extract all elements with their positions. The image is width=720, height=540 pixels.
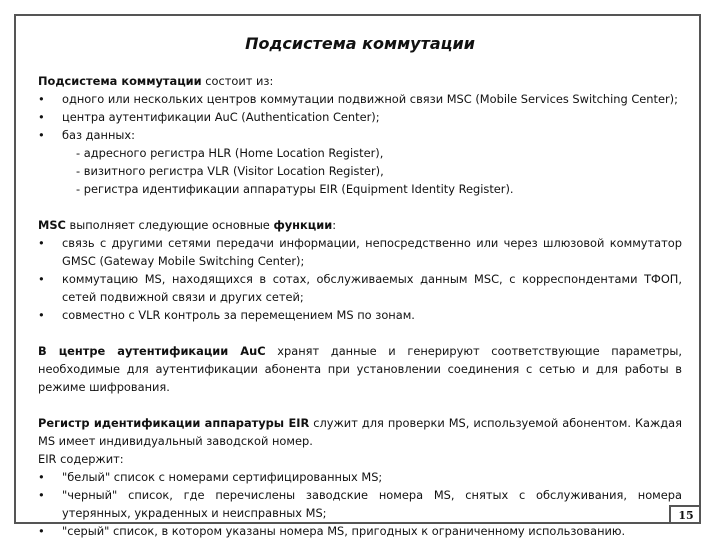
msc-bullet-3: совместно с VLR контроль за перемещением MS по зонам. <box>62 308 415 322</box>
list-item <box>38 306 682 324</box>
bullet-icon: • <box>38 110 45 124</box>
intro-paragraph <box>38 72 682 90</box>
bullet-icon: • <box>38 308 45 322</box>
bullet-icon: • <box>38 236 45 250</box>
bullet-icon: • <box>38 92 45 106</box>
list-item <box>38 108 682 126</box>
list-item <box>38 270 682 306</box>
bullet-icon: • <box>38 128 45 142</box>
intro-bullet-2: центра аутентификации AuC (Authentication Center); <box>62 110 380 124</box>
list-item <box>38 90 682 108</box>
eir-bold: Регистр идентификации аппаратуры EIR <box>38 416 310 430</box>
bullet-icon: • <box>38 470 45 484</box>
list-item <box>38 486 682 522</box>
auc-rest: хранят данные и генерируют соответствующие параметры, необходимые для аутентификации абонента при установлении соединения с сетью и для работы в режиме шифрования. <box>38 344 682 394</box>
intro-bold: Подсистема коммутации <box>38 74 202 88</box>
msc-bullet-2: коммутацию MS, находящихся в сотах, обслуживаемых данным MSC, с корреспондентами ТФОП, сетей подвижной связи и других сетей; <box>62 272 682 304</box>
bullet-icon: • <box>38 272 45 286</box>
bullet-icon: • <box>38 524 45 538</box>
eir-bullet-2: "черный" список, где перечислены заводские номера MS, снятых с обслуживания, номера утерянных, украденных и неисправных MS; <box>62 488 682 520</box>
msc-bullet-1: связь с другими сетями передачи информации, непосредственно или через шлюзовой коммутатор GMSC (Gateway Mobile Switching Center); <box>62 236 682 268</box>
msc-functions-bold: функции <box>273 218 333 232</box>
msc-bold: MSC <box>38 218 66 232</box>
list-item <box>38 126 682 144</box>
sub-item-eir: - регистра идентификации аппаратуры EIR (Equipment Identity Register). <box>76 182 514 196</box>
sub-item-hlr: - адресного регистра HLR (Home Location Register), <box>76 146 384 160</box>
list-item <box>38 468 682 486</box>
list-item <box>38 522 682 540</box>
msc-mid: выполняет следующие основные <box>65 218 274 232</box>
slide-title: Подсистема коммутации <box>245 34 475 53</box>
slide-content <box>38 72 682 540</box>
intro-bullet-1: одного или нескольких центров коммутации подвижной связи MSC (Mobile Services Switching Center); <box>62 92 678 106</box>
eir-contains: EIR содержит: <box>38 452 124 466</box>
intro-bullet-3: баз данных: <box>62 128 136 142</box>
spacer <box>38 396 682 414</box>
eir-bullet-1: "белый" список с номерами сертифицированных MS; <box>62 470 383 484</box>
bullet-icon: • <box>38 488 45 502</box>
sub-item-vlr: - визитного регистра VLR (Visitor Location Register), <box>76 164 384 178</box>
spacer <box>38 198 682 216</box>
page-number: 15 <box>669 505 701 524</box>
msc-paragraph <box>38 216 682 234</box>
list-item <box>38 234 682 270</box>
spacer <box>38 324 682 342</box>
eir-bullet-3: "серый" список, в котором указаны номера MS, пригодных к ограниченному использованию. <box>62 524 626 538</box>
eir-paragraph <box>38 414 682 450</box>
auc-bold: В центре аутентификации AuC <box>38 344 266 358</box>
intro-rest: состоит из: <box>201 74 274 88</box>
msc-end: : <box>332 218 337 232</box>
eir-rest: служит для проверки MS, используемой абонентом. Каждая MS имеет индивидуальный заводской номер. <box>38 416 682 448</box>
auc-paragraph <box>38 342 682 396</box>
